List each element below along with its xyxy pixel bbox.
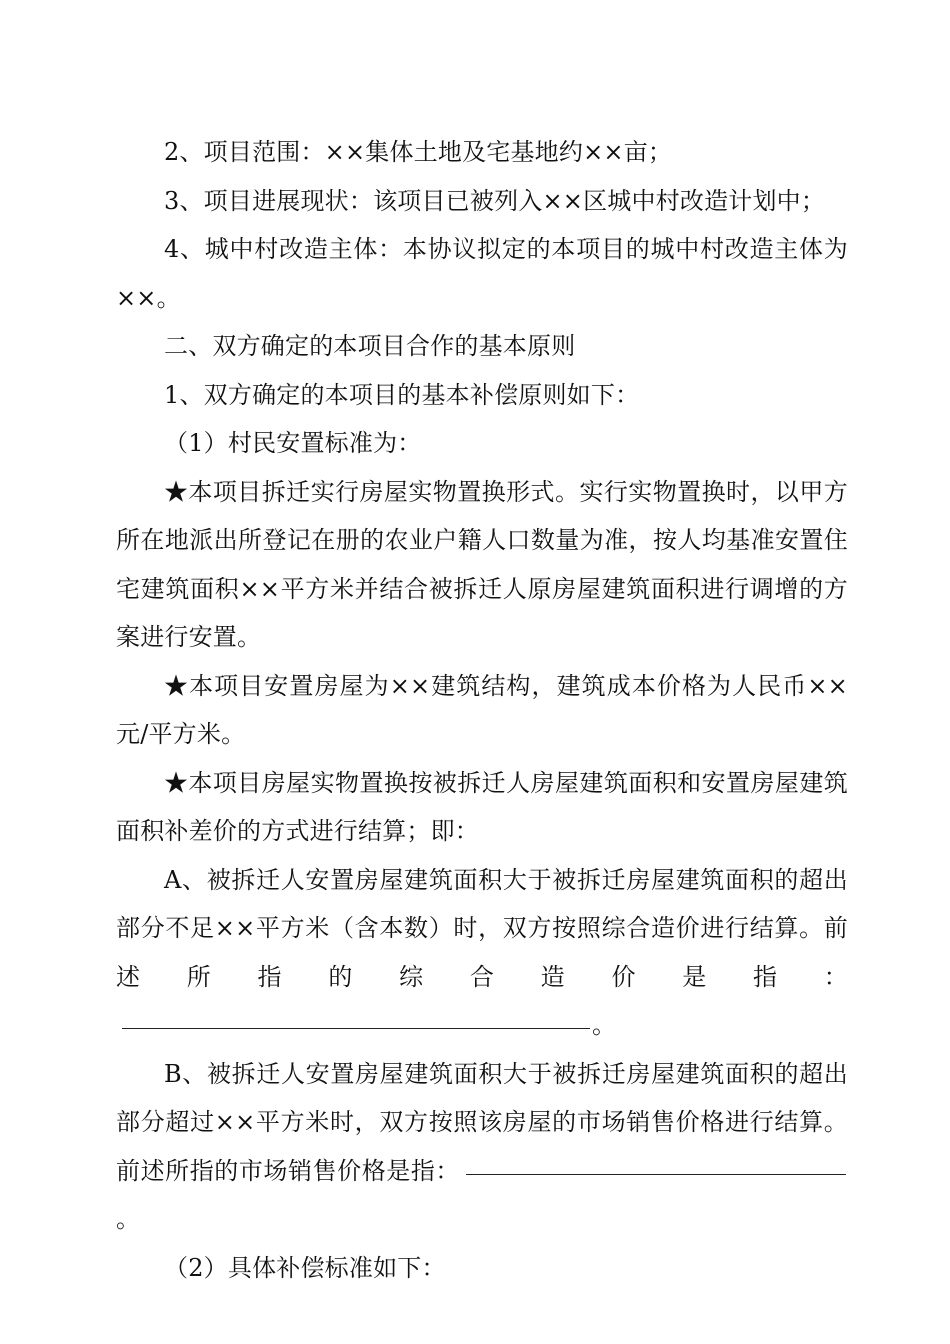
- section-heading-principles: 二、双方确定的本项目合作的基本原则: [164, 332, 576, 360]
- paragraph-project-scope: 2、项目范围：××集体土地及宅基地约××亩；: [164, 138, 673, 166]
- paragraph-settlement-method: ★本项目房屋实物置换按被拆迁人房屋建筑面积和安置房屋建筑面积补差价的方式进行结算；即：: [116, 768, 848, 845]
- paragraph-renovation-subject: 4、城中村改造主体：本协议拟定的本项目的城中村改造主体为××。: [116, 235, 848, 312]
- paragraph-clause-a: [116, 856, 848, 1050]
- paragraph-specific-standard: （2）具体补偿标准如下：: [164, 1253, 446, 1282]
- clause-b-fill-blank[interactable]: [466, 1173, 846, 1175]
- paragraph-compensation-principles: 1、双方确定的本项目的基本补偿原则如下：: [164, 380, 640, 409]
- paragraph-clause-b: [116, 1050, 848, 1244]
- clause-a-text: A、被拆迁人安置房屋建筑面积大于被拆迁房屋建筑面积的超出部分不足××平方米（含本数）时，双方按照综合造价进行结算。前述所指的综合造价是指：: [116, 865, 848, 991]
- clause-a-fill-blank[interactable]: [122, 1027, 590, 1029]
- paragraph-building-structure: ★本项目安置房屋为××建筑结构，建筑成本价格为人民币××元/平方米。: [116, 671, 848, 748]
- paragraph-resettlement-standard: （1）村民安置标准为：: [164, 429, 422, 457]
- clause-a-end: 。: [592, 1011, 617, 1039]
- document-page: [116, 128, 848, 1292]
- clause-b-text: B、被拆迁人安置房屋建筑面积大于被拆迁房屋建筑面积的超出部分超过××平方米时，双方按照该房屋的市场销售价格进行结算。前述所指的市场销售价格是指：: [116, 1059, 848, 1185]
- paragraph-project-progress: 3、项目进展现状：该项目已被列入××区城中村改造计划中；: [164, 186, 826, 215]
- clause-b-end: 。: [116, 1205, 141, 1233]
- paragraph-relocation-form: ★本项目拆迁实行房屋实物置换形式。实行实物置换时，以甲方所在地派出所登记在册的农业户籍人口数量为准，按人均基准安置住宅建筑面积××平方米并结合被拆迁人原房屋建筑面积进行调增的方案进行安置。: [116, 477, 848, 651]
